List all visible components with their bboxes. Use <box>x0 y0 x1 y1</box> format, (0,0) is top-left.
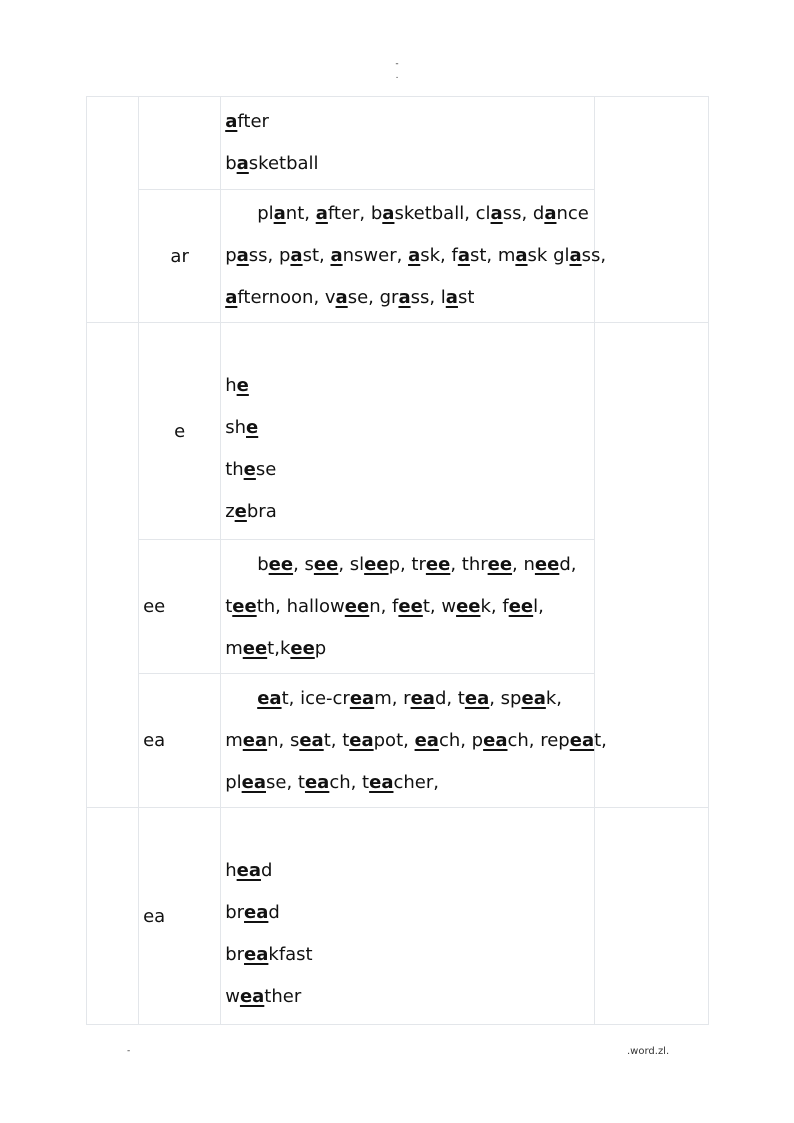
underlined-letters: ee <box>232 595 257 617</box>
word-text: d, <box>559 553 577 575</box>
table-row <box>87 323 709 540</box>
word-text: st <box>457 287 475 308</box>
word-text: t, <box>594 729 607 751</box>
underlined-letters: ee <box>487 553 513 575</box>
underlined-letters: ee <box>508 595 534 617</box>
underlined-letters: ee <box>398 595 423 617</box>
label-cell <box>139 97 221 190</box>
word-text: sk, f <box>420 245 458 266</box>
underlined-letters: ea <box>299 729 324 751</box>
underlined-letters: a <box>445 287 458 308</box>
table-row <box>87 808 709 1025</box>
underlined-letters: ea <box>369 771 394 793</box>
underlined-letters: ea <box>521 687 546 709</box>
word-text: d <box>268 902 280 923</box>
word-text: , s <box>293 553 314 575</box>
word-text: ss, d <box>502 203 545 224</box>
underlined-letters: ee <box>242 637 268 659</box>
word-text: kfast <box>268 944 313 965</box>
word-text: t,k <box>267 637 291 659</box>
underlined-letters: a <box>490 203 503 224</box>
word-text: cher, <box>393 771 439 793</box>
word-text: bra <box>246 501 277 522</box>
word-cell <box>221 97 595 190</box>
underlined-letters: ee <box>344 595 370 617</box>
word-text: ther <box>264 986 302 1007</box>
word-cell <box>221 540 595 674</box>
word-text: l, <box>533 595 544 617</box>
notes-cell <box>594 808 708 1025</box>
word-text: pl <box>257 203 274 224</box>
underlined-letters: a <box>290 245 303 266</box>
word-text: t, ice-cr <box>281 687 350 709</box>
underlined-letters: a <box>335 287 348 308</box>
word-cell <box>221 190 607 323</box>
word-text: p <box>314 637 327 659</box>
word-list <box>225 544 590 670</box>
word-line <box>225 762 590 804</box>
underlined-letters: a <box>544 203 557 224</box>
word-line <box>225 193 590 235</box>
word-text: nswer, <box>342 245 409 266</box>
word-list <box>225 678 607 804</box>
word-text: z <box>225 501 235 522</box>
underlined-letters: a <box>569 245 582 266</box>
word-line <box>225 277 590 319</box>
word-text: ss, <box>581 245 607 266</box>
word-text: pot, <box>373 729 415 751</box>
underlined-letters: a <box>315 203 328 224</box>
word-line <box>225 678 590 720</box>
word-cell <box>221 674 607 808</box>
underlined-letters: ee <box>425 553 451 575</box>
word-text: m <box>225 637 243 659</box>
word-line <box>225 449 590 491</box>
word-text: sh <box>225 417 246 438</box>
notes-cell <box>594 323 708 808</box>
word-text: se <box>255 459 277 480</box>
word-list <box>225 850 590 1018</box>
underlined-letters: ee <box>534 553 560 575</box>
word-text: , sp <box>489 687 522 709</box>
word-line <box>225 491 590 533</box>
word-text: fter, b <box>327 203 383 224</box>
header-mark: - <box>395 59 399 69</box>
word-text: st, <box>302 245 331 266</box>
underlined-letters: a <box>273 203 286 224</box>
word-line <box>225 628 590 670</box>
word-line <box>225 720 607 762</box>
word-text: ss, l <box>410 287 446 308</box>
word-text: b <box>225 153 237 174</box>
underlined-letters: a <box>330 245 343 266</box>
word-line <box>225 235 607 277</box>
underlined-letters: e <box>234 501 247 522</box>
underlined-letters: a <box>236 245 249 266</box>
underlined-letters: ea <box>464 687 490 709</box>
underlined-letters: ee <box>313 553 339 575</box>
word-text: d, t <box>434 687 465 709</box>
group-cell <box>87 97 139 323</box>
underlined-letters: a <box>408 245 421 266</box>
underlined-letters: ea <box>242 729 268 751</box>
word-line <box>225 544 590 586</box>
word-text: fternoon, v <box>237 287 336 308</box>
notes-cell <box>594 97 708 323</box>
word-line <box>225 365 590 407</box>
word-list <box>225 365 590 533</box>
underlined-letters: a <box>225 287 238 308</box>
underlined-letters: ee <box>456 595 481 617</box>
word-text: p, tr <box>388 553 426 575</box>
word-text: h <box>225 375 237 396</box>
underlined-letters: ea <box>304 771 330 793</box>
footer-source: .word.zl. <box>627 1046 670 1057</box>
word-line <box>225 586 590 628</box>
sound-label: ar <box>139 190 221 323</box>
underlined-letters: ea <box>569 729 595 751</box>
word-text: br <box>225 902 245 923</box>
word-text: nt, <box>285 203 316 224</box>
underlined-letters: ee <box>364 553 389 575</box>
word-line <box>225 976 590 1018</box>
sound-label: ea <box>139 674 221 808</box>
underlined-letters: ea <box>239 986 265 1007</box>
underlined-letters: a <box>382 203 395 224</box>
word-text: se, gr <box>347 287 399 308</box>
word-text: sk gl <box>527 245 570 266</box>
word-text: se, t <box>266 771 305 793</box>
word-text: , thr <box>450 553 488 575</box>
word-line <box>225 101 590 143</box>
phonics-table <box>86 96 709 1025</box>
word-text: n, s <box>267 729 300 751</box>
underlined-letters: ea <box>410 687 435 709</box>
word-cell <box>221 323 595 540</box>
word-text: m <box>225 729 243 751</box>
header-dot: . <box>395 71 399 81</box>
word-text: br <box>225 944 245 965</box>
underlined-letters: a <box>398 287 411 308</box>
word-text: nce <box>556 203 589 224</box>
underlined-letters: a <box>236 153 249 174</box>
word-text: ss, p <box>248 245 291 266</box>
word-text: d <box>260 860 273 881</box>
footer-mark: - <box>127 1046 131 1056</box>
word-text: pl <box>225 771 242 793</box>
underlined-letters: ea <box>414 729 439 751</box>
underlined-letters: ea <box>349 729 374 751</box>
table-row <box>87 97 709 190</box>
word-text: , n <box>512 553 535 575</box>
word-text: b <box>257 553 269 575</box>
underlined-letters: a <box>515 245 528 266</box>
word-line <box>225 934 590 976</box>
word-text: ch, rep <box>507 729 570 751</box>
word-text: t, t <box>323 729 350 751</box>
group-cell <box>87 323 139 808</box>
underlined-letters: ea <box>244 944 269 965</box>
underlined-letters: ee <box>290 637 315 659</box>
word-text: p <box>225 245 237 266</box>
underlined-letters: ea <box>349 687 375 709</box>
word-text: t <box>225 595 233 617</box>
word-line <box>225 407 590 449</box>
word-text: m, r <box>374 687 411 709</box>
word-text: w <box>225 986 240 1007</box>
sound-label: ee <box>139 540 221 674</box>
underlined-letters: e <box>243 459 256 480</box>
word-text: h <box>225 860 237 881</box>
underlined-letters: a <box>225 111 238 132</box>
underlined-letters: ea <box>241 771 266 793</box>
underlined-letters: ea <box>244 902 269 923</box>
underlined-letters: ee <box>268 553 294 575</box>
word-text: th, hallow <box>256 595 345 617</box>
word-line <box>225 892 590 934</box>
underlined-letters: ea <box>483 729 508 751</box>
word-text: th <box>225 459 244 480</box>
word-text: sketball, cl <box>394 203 491 224</box>
underlined-letters: ea <box>236 860 261 881</box>
word-list <box>225 101 590 185</box>
sound-label: e <box>139 323 221 540</box>
word-text: t, w <box>422 595 457 617</box>
underlined-letters: a <box>457 245 470 266</box>
word-text: ch, t <box>329 771 370 793</box>
word-list <box>225 193 607 319</box>
word-text: n, f <box>369 595 399 617</box>
group-cell <box>87 808 139 1025</box>
underlined-letters: e <box>236 375 249 396</box>
word-text: ch, p <box>438 729 484 751</box>
underlined-letters: e <box>246 417 259 438</box>
sound-label: ea <box>139 808 221 1025</box>
word-text: k, f <box>480 595 509 617</box>
word-text: , sl <box>338 553 365 575</box>
underlined-letters: ea <box>257 687 282 709</box>
word-text: sketball <box>248 153 319 174</box>
word-text: fter <box>237 111 269 132</box>
word-line <box>225 850 590 892</box>
word-text: st, m <box>469 245 516 266</box>
word-text: k, <box>545 687 562 709</box>
word-cell <box>221 808 595 1025</box>
word-line <box>225 143 590 185</box>
